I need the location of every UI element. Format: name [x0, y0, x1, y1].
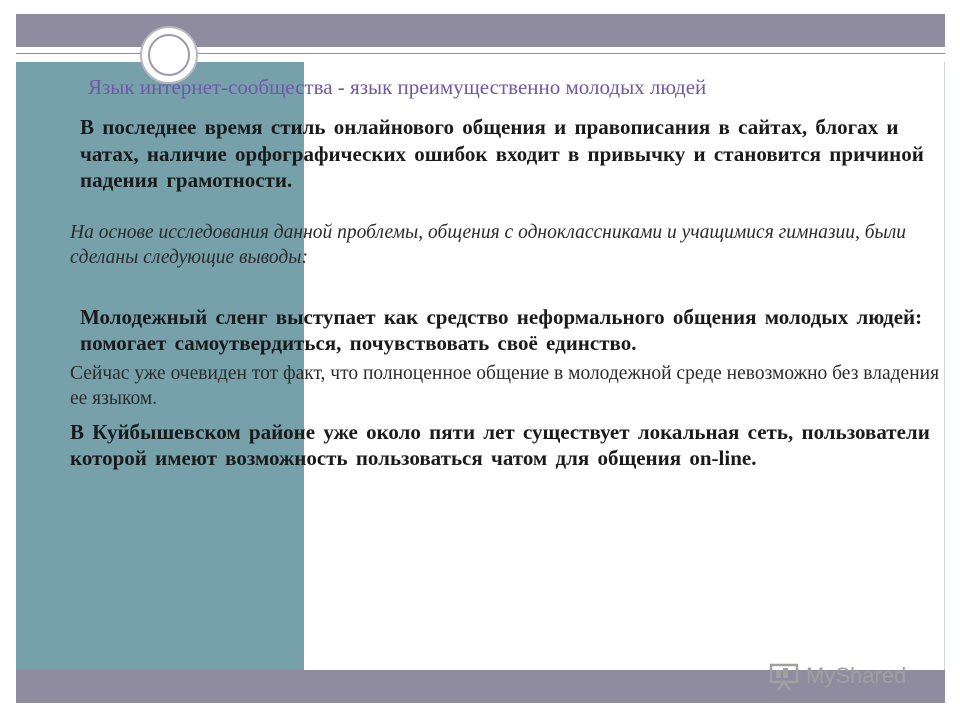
paragraph-5: В Куйбышевском районе уже около пяти лет существует локальная сеть, пользователи которой имеют возможность пользоваться чатом для общения on-line. — [70, 419, 930, 470]
watermark — [768, 656, 928, 696]
watermark-text: MyShared — [806, 663, 907, 688]
paragraph-4: Сейчас уже очевиден тот факт, что полноценное общение в молодежной среде невозможно без владения ее языком. — [70, 362, 940, 409]
slide-title: Язык интернет-сообщества - язык преимущественно молодых людей — [88, 75, 707, 99]
right-border — [944, 62, 945, 670]
paragraph-1: В последнее время стиль онлайнового общения и правописания в сайтах, блогах и чатах, наличие орфографических ошибок входит в привычку и становится причиной падения грамотности. — [80, 115, 924, 192]
paragraph-3: Молодежный сленг выступает как средство неформального общения молодых людей: помогает самоутвердиться, почувствовать своё единство. — [80, 304, 923, 355]
paragraph-2: На основе исследования данной проблемы, общения с одноклассниками и учащимися гимназии, были сделаны следующие выводы: — [70, 221, 906, 268]
presentation-board-icon — [768, 660, 800, 692]
slide-content — [70, 114, 940, 472]
